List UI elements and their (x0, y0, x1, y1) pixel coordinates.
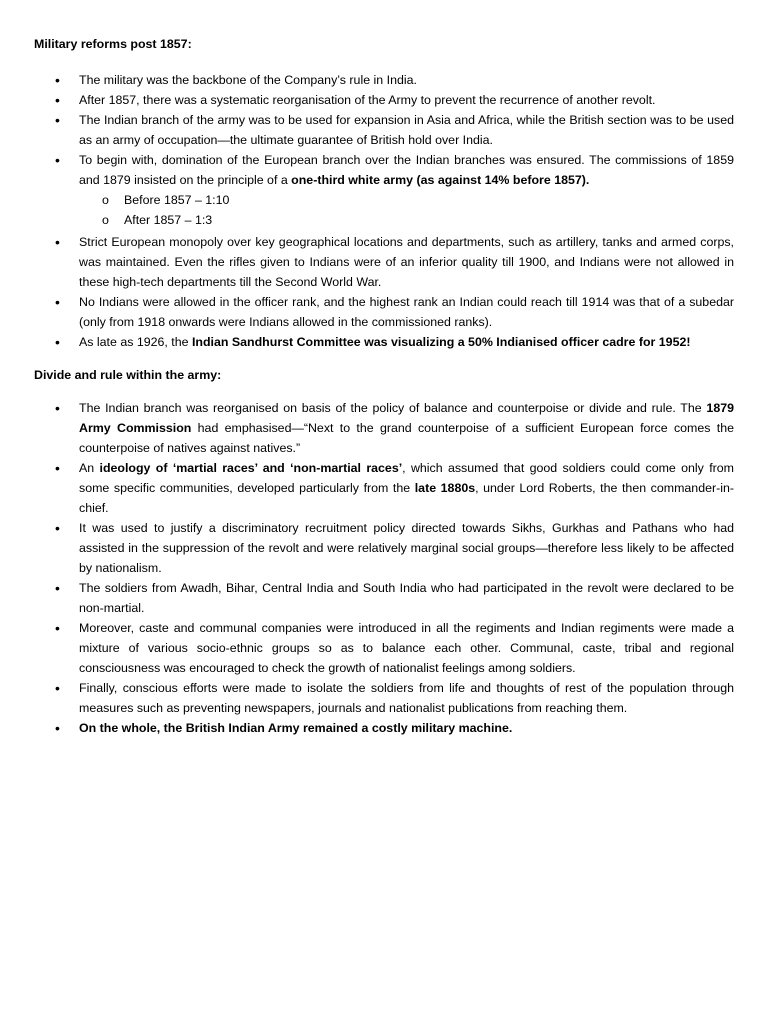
bullet-icon: • (55, 152, 60, 168)
bullet-icon: • (55, 112, 60, 128)
list-item: • The soldiers from Awadh, Bihar, Central India and South India who had participated in the revolt were declared to be non-martial. (55, 580, 734, 615)
list-item: • The Indian branch was reorganised on basis of the policy of balance and counterpoise or divide and rule. The 1879 Army Commission had emphasised—“Next to the grand counterpoise of a sufficient European force comes the counterpoise of natives against natives.” (55, 400, 734, 455)
list-item: • No Indians were allowed in the officer rank, and the highest rank an Indian could reach till 1914 was that of a subedar (only from 1918 onwards were Indians allowed in the commissioned ranks). (55, 294, 734, 329)
hollow-bullet-icon: o (102, 213, 109, 227)
ratio-sublist (34, 190, 734, 230)
list-item: • The military was the backbone of the Company’s rule in India. (55, 72, 417, 88)
document-page (34, 34, 734, 738)
military-reforms-list-continued (34, 232, 734, 352)
list-item: • To begin with, domination of the European branch over the Indian branches was ensured. The commissions of 1859 and 1879 insisted on the principle of a one-third white army (as against 14% before 1857). o Before 1857 – 1:10 o After 1857 – 1:3 (34, 150, 734, 230)
section-heading-military-reforms: Military reforms post 1857: (34, 37, 192, 51)
bullet-icon: • (55, 460, 60, 476)
list-item: • It was used to justify a discriminatory recruitment policy directed towards Sikhs, Gurkhas and Pathans who had assisted in the suppression of the revolt and were relatively marginal social groups—therefore less likely to be affected by nationalism. (55, 520, 734, 575)
bullet-icon: • (55, 334, 60, 350)
bullet-icon: • (55, 72, 60, 88)
bullet-icon: • (55, 400, 60, 416)
section-heading-divide-and-rule: Divide and rule within the army: (34, 368, 222, 382)
military-reforms-list (34, 70, 734, 230)
list-item: • An ideology of ‘martial races’ and ‘non-martial races’, which assumed that good soldiers could come only from some specific communities, developed particularly from the late 1880s, under Lord Roberts, the then commander-in-chief. (55, 460, 734, 515)
bullet-icon: • (55, 720, 60, 736)
divide-and-rule-list (34, 398, 734, 738)
list-item: • Strict European monopoly over key geographical locations and departments, such as artillery, tanks and armed corps, was maintained. Even the rifles given to Indians were of an inferior quality till 1900, and Indians were not allowed in these high-tech departments till the Second World War. (55, 234, 734, 289)
list-item: • The Indian branch of the army was to be used for expansion in Asia and Africa, while the British section was to be used as an army of occupation—the ultimate guarantee of British hold over India. (55, 112, 734, 147)
sublist-item: o After 1857 – 1:3 (34, 210, 734, 230)
bullet-icon: • (55, 520, 60, 536)
hollow-bullet-icon: o (102, 193, 109, 207)
bullet-icon: • (55, 92, 60, 108)
bullet-icon: • (55, 680, 60, 696)
bullet-icon: • (55, 234, 60, 250)
bullet-icon: • (55, 294, 60, 310)
sublist-item: o Before 1857 – 1:10 (34, 190, 734, 210)
list-item: • After 1857, there was a systematic reorganisation of the Army to prevent the recurrence of another revolt. (55, 92, 656, 108)
bullet-icon: • (55, 620, 60, 636)
bullet-icon: • (55, 580, 60, 596)
list-item: • As late as 1926, the Indian Sandhurst Committee was visualizing a 50% Indianised officer cadre for 1952! (55, 334, 691, 350)
list-item: • Moreover, caste and communal companies were introduced in all the regiments and Indian regiments were made a mixture of various socio-ethnic groups so as to balance each other. Communal, caste, tribal and regional consciousness was encouraged to check the growth of nationalist feelings among soldiers. (55, 620, 734, 675)
list-item: • On the whole, the British Indian Army remained a costly military machine. (55, 720, 513, 736)
list-item: • Finally, conscious efforts were made to isolate the soldiers from life and thoughts of rest of the population through measures such as preventing newspapers, journals and nationalist publications from reaching them. (55, 680, 734, 715)
